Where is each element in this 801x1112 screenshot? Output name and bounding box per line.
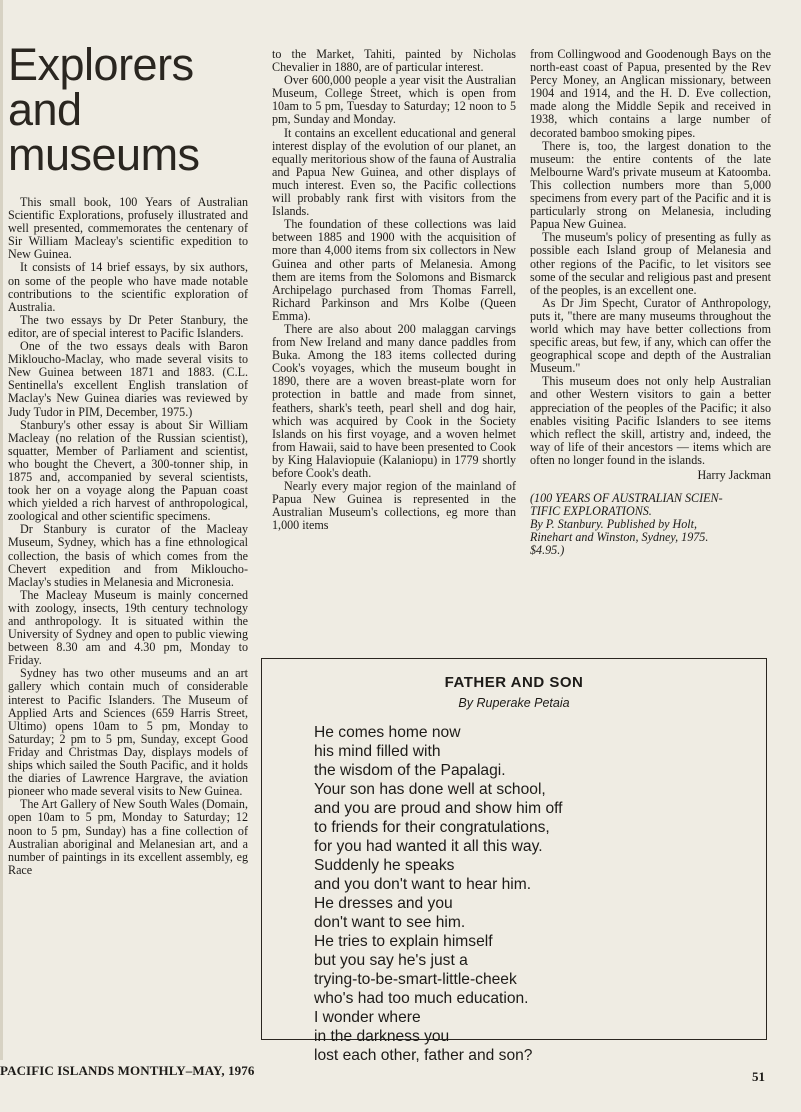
paragraph: Dr Stanbury is curator of the Macleay Museum, Sydney, which has a fine ethnological collection, the basis of which comes from the Chevert expedition and from Mikloucho-Maclay's studies in Melanesia and Micronesia.	[8, 522, 248, 589]
paragraph: The foundation of these collections was laid between 1885 and 1900 with the acquisition of more than 4,000 items from six collectors in New Guinea and other parts of Melanesia. Among them are items from the Solomons and Bismarck Archipelago purchased from Thomas Farrell, Richard Parkinson and Mrs Kolbe (Queen Emma).	[272, 217, 516, 323]
paragraph: As Dr Jim Specht, Curator of Anthropology, puts it, "there are many museums throughout the world which may have better collections from specific areas, but few, if any, which can offer the geographical scope and depth of the Australian Museum."	[530, 295, 771, 376]
paragraph: This museum does not only help Australian and other Western visitors to gain a better appreciation of the peoples of the Pacific; it also enables visiting Pacific Islanders to see items which reflect the skill, artistry and, indeed, the way of life of their ancestors — items which are often no longer found in the islands.	[530, 374, 771, 467]
poem-line: trying-to-be-smart-little-cheek	[314, 971, 517, 988]
paragraph: There is, too, the largest donation to the museum: the entire contents of the late Melbourne Ward's private museum at Katoomba. This collection numbers more than 5,000 specimens from every part of the Pacific and it is particularly strong on Melanesia, including Papua New Guinea.	[530, 138, 771, 232]
poem-box	[261, 658, 767, 1064]
poem-body	[314, 723, 563, 1065]
poem-line: I wonder where	[314, 1009, 421, 1026]
article-headline	[8, 39, 248, 180]
poem-line: Your son has done well at school,	[314, 781, 546, 798]
paragraph: There are also about 200 malaggan carvings from New Ireland and many dance paddles from Buka. Among the 183 items collected during Cook's voyages, which the museum bought in 1890, there are a woven breast-plate worn for protection in battle and made from sinnet, feathers, shark's teeth, pearl shell and dog hair, which was acquired by Cook in the Society Islands on his first voyage, and a woven helmet from Hawaii, said to have been presented to Cook by King Halaviopuie (Kalaniopu) in 1779 shortly before Cook's death.	[272, 321, 516, 480]
author-signature: Harry Jackman	[697, 468, 771, 482]
poem-line: lost each other, father and son?	[314, 1047, 533, 1064]
paragraph: One of the two essays deals with Baron Mikloucho-Maclay, who made several visits to New Guinea between 1871 and 1883. (C.L. Sentinella's excellent English translation of Maclay's New Guinea diaries was reviewed by Judy Tudor in PIM, December, 1975.)	[8, 339, 248, 419]
publication-footer: PACIFIC ISLANDS MONTHLY–MAY, 1976	[0, 1063, 255, 1078]
poem-line: his mind filled with	[314, 743, 441, 760]
credit-line: $4.95.)	[530, 543, 565, 558]
poem-line: He tries to explain himself	[314, 933, 493, 950]
paragraph: It consists of 14 brief essays, by six authors, on some of the people who have made notable contributions to the scientific exploration of Australia.	[8, 260, 248, 314]
poem-line: He comes home now	[314, 724, 461, 741]
poem-line: for you had wanted it all this way.	[314, 838, 543, 855]
poem-line: in the darkness you	[314, 1028, 450, 1045]
paragraph-continued: from Collingwood and Goodenough Bays on the north-east coast of Papua, presented by the Rev Percy Money, an Anglican missionary, between 1904 and 1914, and the H. D. Eve collection, made along the Middle Sepik and received in 1938, which contains a large number of decorated bamboo smoking pipes.	[530, 47, 771, 140]
poem-line: Suddenly he speaks	[314, 857, 455, 874]
paragraph: This small book, 100 Years of Australian Scientific Explorations, profusely illustrated and well presented, commemorates the centenary of Sir William Macleay's scientific expedition to New Guinea.	[8, 195, 248, 262]
poem-author: By Ruperake Petaia	[458, 696, 570, 710]
paragraph: The Macleay Museum is mainly concerned with zoology, insects, 19th century technology and anthropology. It is situated within the University of Sydney and open to public viewing between 8.30 am and 4.30 pm, Monday to Friday.	[8, 587, 248, 668]
page-edge	[0, 0, 3, 1060]
credit-line: Rinehart and Winston, Sydney, 1975.	[530, 530, 709, 545]
credit-line: (100 YEARS OF AUSTRALIAN SCIEN-	[530, 491, 723, 506]
credit-line: By P. Stanbury. Published by Holt,	[530, 517, 698, 532]
headline-line: Explorers	[8, 39, 194, 90]
paragraph: It contains an excellent educational and general interest display of the evolution of our planet, an equally meritorious show of the fauna of Australia and Papua New Guinea, and other displays of much interest. Even so, the Pacific collections will probably rank first with visitors from the Islands.	[272, 125, 516, 219]
credit-line: TIFIC EXPLORATIONS.	[530, 504, 652, 519]
poem-line: and you don't want to hear him.	[314, 876, 532, 893]
paragraph: The museum's policy of presenting as fully as possible each Island group of Melanesia and other regions of the Pacific, to let visitors see some of the secular and religious past and present of the peoples, is an excellent one.	[530, 230, 771, 297]
poem-line: He dresses and you	[314, 895, 453, 912]
paragraph: Sydney has two other museums and an art gallery which contain much of considerable interest to Pacific Islanders. The Museum of Applied Arts and Sciences (659 Harris Street, Ultimo) opens 10am to 5 pm, Monday to Saturday; 2 pm to 5 pm, Sunday, except Good Friday and Christmas Day, displays models of ships which sailed the South Pacific, and it holds the diaries of Lawrence Hargrave, the aviation pioneer who made several visits to New Guinea.	[8, 666, 248, 799]
paragraph-continued: to the Market, Tahiti, painted by Nicholas Chevalier in 1880, are of particular interest.	[272, 47, 516, 75]
poem-line: who's had too much education.	[314, 990, 529, 1007]
poem-line: but you say he's just a	[314, 952, 468, 969]
poem-title: FATHER AND SON	[444, 674, 584, 691]
paragraph: The two essays by Dr Peter Stanbury, the editor, are of special interest to Pacific Islanders.	[8, 312, 248, 340]
poem-line: to friends for their congratulations,	[314, 819, 550, 836]
paragraph: Nearly every major region of the mainland of Papua New Guinea is represented in the Australian Museum's collections, eg more than 1,000 items	[272, 479, 516, 533]
poem-line: the wisdom of the Papalagi.	[314, 762, 506, 779]
paragraph: Stanbury's other essay is about Sir William Macleay (no relation of the Russian scientist), squatter, Member of Parliament and scientist, who bought the Chevert, a 300-tonner ship, in 1875 and, accompanied by several scientists, took her on a voyage along the Papuan coast which yielded a rich harvest of anthropological, zoological and other scientific specimens.	[8, 417, 248, 524]
article-column-1	[8, 196, 248, 877]
headline-line: museums	[8, 129, 200, 180]
article-column-2	[272, 48, 516, 532]
article-column-3	[530, 48, 771, 558]
book-credit	[530, 492, 771, 557]
headline-line: and	[8, 84, 82, 135]
poem-line: don't want to see him.	[314, 914, 466, 931]
poem-line: and you are proud and show him off	[314, 800, 563, 817]
paragraph: Over 600,000 people a year visit the Australian Museum, College Street, which is open from 10am to 5 pm, Tuesday to Saturday; 12 noon to 5 pm, Sunday and Monday.	[272, 73, 516, 127]
page-number: 51	[752, 1069, 765, 1084]
paragraph: The Art Gallery of New South Wales (Domain, open 10am to 5 pm, Monday to Saturday; 12 noon to 5 pm, Sunday) has a fine collection of Australian aboriginal and Melanesian art, and a number of paintings in its excellent assembly, eg Race	[8, 797, 248, 877]
